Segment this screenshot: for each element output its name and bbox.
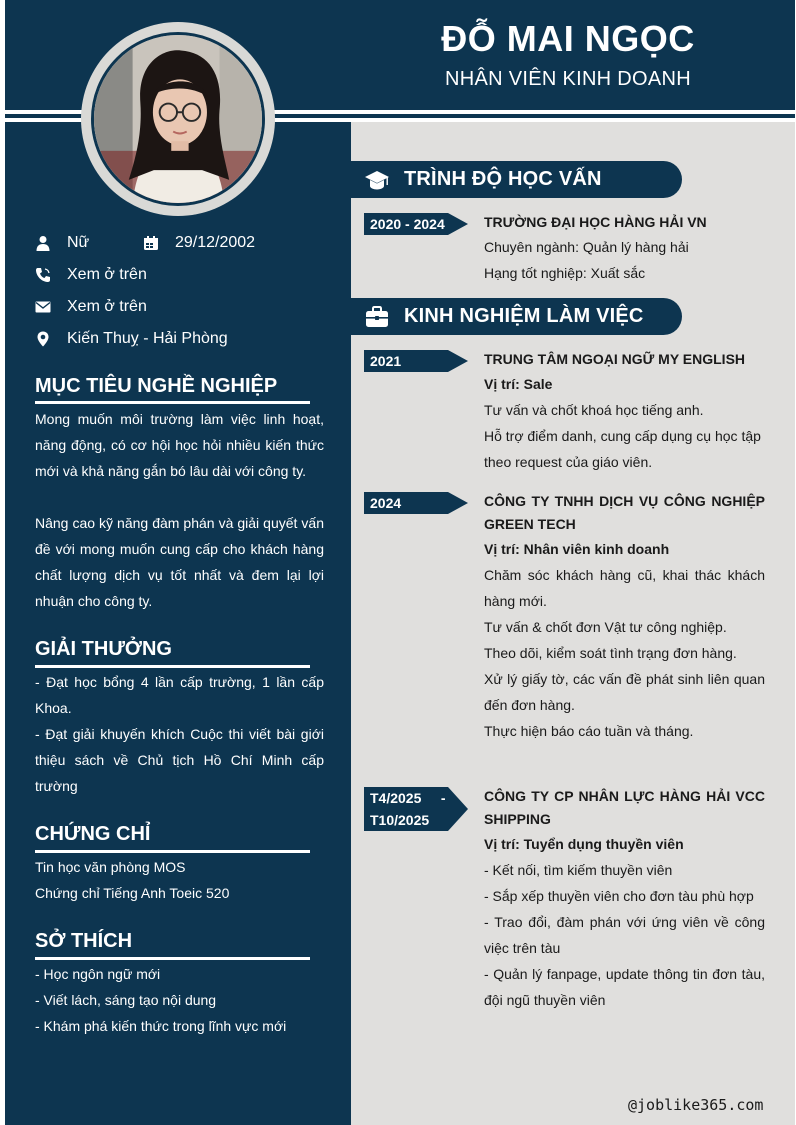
objective-paragraph-1: Mong muốn môi trường làm việc linh hoạt, năng động, có cơ hội học hỏi nhiều kiến thức mới và khả năng gắn bó lâu dài với công ty. [35,411,324,479]
education-entry [484,211,765,286]
contact-phone [35,266,147,284]
certificates-title: CHỨNG CHỈ [35,823,151,845]
education-major: Chuyên ngành: Quản lý hàng hải [484,239,689,255]
candidate-name: ĐỖ MAI NGỌC [441,18,695,59]
hobbies-rule [35,957,310,960]
experience-header [351,298,682,335]
gender-text: Nữ [67,234,90,251]
job-period-start: T4/2025 - [370,790,446,806]
awards-item: - Đạt học bổng 4 lần cấp trường, 1 lần cấp Khoa. [35,674,324,716]
school-name: TRƯỜNG ĐẠI HỌC HÀNG HẢI VN [484,214,707,230]
job-duty: Xử lý giấy tờ, các vấn đề phát sinh liên quan đến đơn hàng. [484,671,765,713]
job-period-end: T10/2025 [370,812,430,828]
certificate-item: Chứng chỉ Tiếng Anh Toeic 520 [35,885,230,901]
address-text: Kiến Thuỵ - Hải Phòng [67,330,228,347]
email-icon [35,299,51,315]
education-title: TRÌNH ĐỘ HỌC VẤN [404,168,602,190]
job-period: 2024 [370,495,402,511]
job-company: TRUNG TÂM NGOẠI NGỮ MY ENGLISH [484,351,746,367]
candidate-job-title: NHÂN VIÊN KINH DOANH [444,68,692,90]
job-role: Vị trí: Tuyển dụng thuyền viên [484,836,684,852]
job-period-tag [364,492,448,514]
job-duty: - Quản lý fanpage, update thông tin đơn tàu, đội ngũ thuyền viên [484,966,765,1008]
location-pin-icon [35,331,51,347]
contact-birthday [143,234,255,252]
contact-gender [35,234,89,252]
job-duty: Thực hiện báo cáo tuần và tháng. [484,723,694,739]
birthday-text: 29/12/2002 [175,234,256,251]
job-period-tag [364,787,448,831]
job-duty: Tư vấn và chốt khoá học tiếng anh. [484,402,704,418]
job-duty: - Sắp xếp thuyền viên cho đơn tàu phù hợp [484,888,754,904]
education-header [351,161,682,198]
education-period: 2020 - 2024 [370,216,445,232]
education-grade: Hạng tốt nghiệp: Xuất sắc [484,265,646,281]
hobby-item: - Khám phá kiến thức trong lĩnh vực mới [35,1018,287,1034]
awards-rule [35,665,310,668]
job-role: Vị trí: Nhân viên kinh doanh [484,541,670,557]
email-text: Xem ở trên [67,298,147,315]
education-period-tag [364,213,448,235]
objective-paragraph-2: Nâng cao kỹ năng đàm phán và giải quyết vấn đề với mong muốn cung cấp cho khách hàng chất lượng dịch vụ tốt nhất và đem lại lợi nhuận cho công ty. [35,515,324,609]
job-duty: - Trao đổi, đàm phán với ứng viên về công việc trên tàu [484,914,765,956]
objective-rule [35,401,310,404]
job-entry [484,348,765,475]
contact-address [35,330,228,348]
job-period: 2021 [370,353,402,369]
job-duty: Tư vấn & chốt đơn Vật tư công nghiệp. [484,619,727,635]
avatar [91,32,265,206]
graduation-cap-icon [364,167,390,193]
contact-email [35,298,147,316]
job-company: CÔNG TY TNHH DỊCH VỤ CÔNG NGHIỆP GREEN TECH [484,493,765,532]
job-duty: Chăm sóc khách hàng cũ, khai thác khách hàng mới. [484,567,765,609]
phone-icon [35,267,51,283]
job-entry [484,785,765,1013]
watermark: @joblike365.com [628,1096,764,1114]
certificates-rule [35,850,310,853]
job-duty: Theo dõi, kiểm soát tình trạng đơn hàng. [484,645,737,661]
phone-text: Xem ở trên [67,266,147,283]
awards-item: - Đạt giải khuyến khích Cuộc thi viết bài giới thiệu sách về Chủ tịch Hồ Chí Minh cấp trường [35,726,324,794]
hobby-item: - Viết lách, sáng tạo nội dung [35,992,217,1008]
job-duty: Hỗ trợ điểm danh, cung cấp dụng cụ học tập theo request của giáo viên. [484,428,761,470]
certificate-item: Tin học văn phòng MOS [35,859,186,875]
job-duty: - Kết nối, tìm kiếm thuyền viên [484,862,673,878]
job-entry [484,490,765,744]
calendar-icon [143,235,159,251]
objective-title: MỤC TIÊU NGHỀ NGHIỆP [35,375,278,397]
experience-title: KINH NGHIỆM LÀM VIỆC [404,305,644,327]
job-role: Vị trí: Sale [484,376,553,392]
job-company: CÔNG TY CP NHÂN LỰC HÀNG HẢI VCC SHIPPING [484,788,765,827]
hobbies-title: SỞ THÍCH [35,930,133,952]
briefcase-icon [364,304,390,330]
job-period-tag [364,350,448,372]
awards-title: GIẢI THƯỞNG [35,638,172,660]
person-icon [35,235,51,251]
hobby-item: - Học ngôn ngữ mới [35,966,161,982]
